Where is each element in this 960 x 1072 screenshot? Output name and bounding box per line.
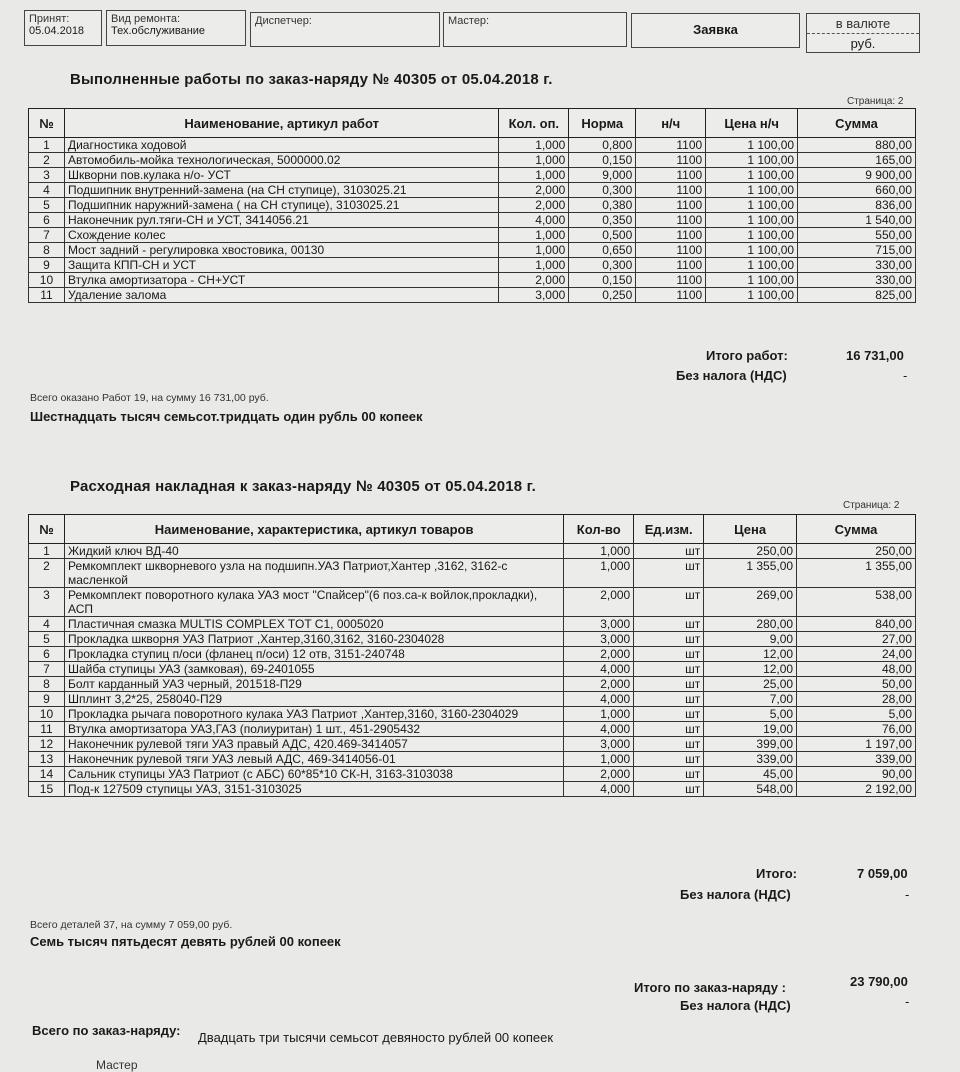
parts-cell: 12: [29, 737, 65, 752]
parts-cell: Ремкомплект шкворневого узла на подшипн.УАЗ Патриот,Хантер ,3162, 3162-с масленкой: [64, 559, 563, 588]
works-cell: Удаление залома: [64, 288, 498, 303]
dispatcher-box: [250, 12, 440, 47]
works-row: [29, 273, 916, 288]
parts-cell: Жидкий ключ ВД-40: [64, 544, 563, 559]
parts-row: [29, 544, 916, 559]
works-row: [29, 153, 916, 168]
works-total-label: Итого работ:: [706, 348, 788, 363]
bottom-master-label: Мастер: [96, 1058, 138, 1072]
parts-cell: 1 197,00: [797, 737, 916, 752]
works-cell: 11: [29, 288, 65, 303]
dispatcher-label: Диспетчер:: [255, 15, 312, 27]
works-cell: Автомобиль-мойка технологическая, 5000000.02: [64, 153, 498, 168]
request-box: [631, 13, 800, 48]
works-cell: 2: [29, 153, 65, 168]
works-col-header: Норма: [569, 109, 636, 138]
currency-label: в валюте: [807, 14, 919, 34]
works-cell: 0,250: [569, 288, 636, 303]
parts-cell: 25,00: [704, 677, 797, 692]
works-vat-label: Без налога (НДС): [676, 368, 787, 383]
works-cell: 1100: [636, 288, 706, 303]
parts-cell: Болт карданный УАЗ черный, 201518-П29: [64, 677, 563, 692]
parts-cell: шт: [634, 632, 704, 647]
works-cell: 1,000: [499, 138, 569, 153]
grand-words-label: Всего по заказ-наряду:: [32, 1023, 181, 1038]
parts-cell: 2,000: [564, 647, 634, 662]
repair-type-box: [106, 10, 246, 46]
currency-value: руб.: [850, 36, 876, 51]
works-col-header: Цена н/ч: [706, 109, 798, 138]
parts-cell: 3,000: [564, 617, 634, 632]
works-row: [29, 138, 916, 153]
parts-cell: Шплинт 3,2*25, 258040-П29: [64, 692, 563, 707]
received-box: [24, 10, 102, 46]
parts-cell: 2,000: [564, 677, 634, 692]
parts-col-header: Кол-во: [564, 515, 634, 544]
parts-cell: шт: [634, 544, 704, 559]
parts-cell: 280,00: [704, 617, 797, 632]
works-cell: 8: [29, 243, 65, 258]
works-amount-words: Шестнадцать тысяч семьсот.тридцать один рубль 00 копеек: [30, 409, 423, 424]
works-row: [29, 198, 916, 213]
works-cell: 1100: [636, 138, 706, 153]
parts-cell: 4,000: [564, 782, 634, 797]
works-row: [29, 213, 916, 228]
parts-cell: 2,000: [564, 588, 634, 617]
works-cell: Защита КПП-СН и УСТ: [64, 258, 498, 273]
parts-cell: шт: [634, 737, 704, 752]
works-cell: 3: [29, 168, 65, 183]
works-row: [29, 168, 916, 183]
works-page: Страница: 2: [847, 96, 904, 107]
parts-cell: 339,00: [704, 752, 797, 767]
repair-type-value: Тех.обслуживание: [111, 25, 206, 37]
works-cell: 1100: [636, 243, 706, 258]
parts-cell: 2: [29, 559, 65, 588]
parts-cell: 2 192,00: [797, 782, 916, 797]
works-cell: 0,150: [569, 153, 636, 168]
works-cell: Втулка амортизатора - СН+УСТ: [64, 273, 498, 288]
parts-row: [29, 647, 916, 662]
works-cell: 1100: [636, 183, 706, 198]
works-cell: Шкворни пов.кулака н/о- УСТ: [64, 168, 498, 183]
works-cell: 1100: [636, 213, 706, 228]
parts-cell: 12,00: [704, 647, 797, 662]
parts-cell: 399,00: [704, 737, 797, 752]
works-row: [29, 288, 916, 303]
works-total-value: 16 731,00: [846, 348, 904, 363]
parts-cell: шт: [634, 677, 704, 692]
parts-col-header: Цена: [704, 515, 797, 544]
grand-amount-words: Двадцать три тысячи семьсот девяносто рублей 00 копеек: [198, 1030, 554, 1045]
works-cell: Схождение колес: [64, 228, 498, 243]
master-label: Мастер:: [448, 15, 490, 27]
currency-box: [806, 13, 920, 53]
parts-vat-value: -: [905, 887, 910, 902]
works-cell: 1: [29, 138, 65, 153]
works-row: [29, 258, 916, 273]
parts-cell: 1,000: [564, 752, 634, 767]
parts-col-header: Наименование, характеристика, артикул товаров: [64, 515, 563, 544]
works-cell: 1 540,00: [798, 213, 916, 228]
grand-total-label: Итого по заказ-наряду :: [634, 980, 786, 995]
works-cell: 0,350: [569, 213, 636, 228]
works-cell: 550,00: [798, 228, 916, 243]
works-cell: 880,00: [798, 138, 916, 153]
works-cell: 1 100,00: [706, 198, 798, 213]
parts-cell: 19,00: [704, 722, 797, 737]
parts-header-row: [29, 515, 916, 544]
parts-cell: 50,00: [797, 677, 916, 692]
parts-cell: 4: [29, 617, 65, 632]
parts-cell: 1 355,00: [797, 559, 916, 588]
parts-cell: шт: [634, 559, 704, 588]
parts-row: [29, 559, 916, 588]
parts-cell: 9,00: [704, 632, 797, 647]
parts-cell: шт: [634, 752, 704, 767]
parts-cell: 7,00: [704, 692, 797, 707]
works-cell: 2,000: [499, 198, 569, 213]
works-cell: Подшипник внутренний-замена (на СН ступице), 3103025.21: [64, 183, 498, 198]
works-cell: 0,150: [569, 273, 636, 288]
parts-cell: 14: [29, 767, 65, 782]
works-cell: Подшипник наружний-замена ( на СН ступице), 3103025.21: [64, 198, 498, 213]
works-cell: 1 100,00: [706, 258, 798, 273]
parts-col-header: Сумма: [797, 515, 916, 544]
works-cell: 1 100,00: [706, 243, 798, 258]
parts-cell: Прокладка ступиц п/оси (фланец п/оси) 12 отв, 3151-240748: [64, 647, 563, 662]
parts-cell: Наконечник рулевой тяги УАЗ правый АДС, 420.469-3414057: [64, 737, 563, 752]
works-cell: 1100: [636, 153, 706, 168]
parts-cell: 1 355,00: [704, 559, 797, 588]
works-cell: 660,00: [798, 183, 916, 198]
parts-cell: 250,00: [704, 544, 797, 559]
parts-row: [29, 632, 916, 647]
works-cell: 1100: [636, 198, 706, 213]
parts-cell: Прокладка рычага поворотного кулака УАЗ Патриот ,Хантер,3160, 3160-2304029: [64, 707, 563, 722]
parts-cell: 8: [29, 677, 65, 692]
works-col-header: Кол. оп.: [499, 109, 569, 138]
parts-cell: шт: [634, 647, 704, 662]
parts-total-value: 7 059,00: [857, 866, 908, 881]
parts-cell: 250,00: [797, 544, 916, 559]
works-cell: 4,000: [499, 213, 569, 228]
grand-total-value: 23 790,00: [850, 974, 908, 989]
works-vat-value: -: [903, 368, 908, 383]
works-cell: 1100: [636, 228, 706, 243]
parts-row: [29, 767, 916, 782]
works-cell: 715,00: [798, 243, 916, 258]
parts-row: [29, 737, 916, 752]
works-cell: 1 100,00: [706, 228, 798, 243]
parts-cell: 11: [29, 722, 65, 737]
parts-cell: 24,00: [797, 647, 916, 662]
parts-cell: 90,00: [797, 767, 916, 782]
works-cell: 836,00: [798, 198, 916, 213]
parts-cell: 10: [29, 707, 65, 722]
parts-cell: 339,00: [797, 752, 916, 767]
parts-cell: 4,000: [564, 692, 634, 707]
parts-page: Страница: 2: [843, 500, 900, 511]
works-col-header: №: [29, 109, 65, 138]
parts-cell: 2,000: [564, 767, 634, 782]
parts-cell: Наконечник рулевой тяги УАЗ левый АДС, 469-3414056-01: [64, 752, 563, 767]
parts-cell: 15: [29, 782, 65, 797]
works-cell: 9,000: [569, 168, 636, 183]
parts-row: [29, 692, 916, 707]
works-cell: 1 100,00: [706, 168, 798, 183]
parts-row: [29, 782, 916, 797]
works-cell: 10: [29, 273, 65, 288]
parts-total-label: Итого:: [756, 866, 797, 881]
works-cell: 1 100,00: [706, 183, 798, 198]
received-date: 05.04.2018: [29, 25, 85, 37]
works-cell: 1,000: [499, 228, 569, 243]
parts-cell: шт: [634, 588, 704, 617]
works-cell: 9: [29, 258, 65, 273]
parts-cell: 1,000: [564, 707, 634, 722]
works-cell: 0,300: [569, 258, 636, 273]
parts-cell: Втулка амортизатора УАЗ,ГАЗ (полиуритан) 1 шт., 451-2905432: [64, 722, 563, 737]
parts-cell: 269,00: [704, 588, 797, 617]
works-cell: 1100: [636, 168, 706, 183]
parts-cell: Пластичная смазка MULTIS COMPLEX TOT C1, 0005020: [64, 617, 563, 632]
parts-cell: 7: [29, 662, 65, 677]
parts-cell: 45,00: [704, 767, 797, 782]
parts-cell: 9: [29, 692, 65, 707]
parts-vat-label: Без налога (НДС): [680, 887, 791, 902]
parts-title: Расходная накладная к заказ-наряду № 40305 от 05.04.2018 г.: [70, 478, 536, 495]
parts-cell: 1,000: [564, 559, 634, 588]
works-col-header: н/ч: [636, 109, 706, 138]
parts-cell: шт: [634, 707, 704, 722]
works-cell: 165,00: [798, 153, 916, 168]
grand-vat-label: Без налога (НДС): [680, 998, 791, 1013]
received-label: Принят:: [29, 13, 70, 25]
works-cell: 330,00: [798, 273, 916, 288]
works-cell: 4: [29, 183, 65, 198]
parts-col-header: №: [29, 515, 65, 544]
parts-cell: 548,00: [704, 782, 797, 797]
parts-cell: шт: [634, 692, 704, 707]
works-count-text: Всего оказано Работ 19, на сумму 16 731,00 руб.: [30, 392, 269, 404]
parts-row: [29, 588, 916, 617]
parts-cell: Ремкомплект поворотного кулака УАЗ мост "Спайсер"(6 поз.са-к войлок,прокладки), АСП: [64, 588, 563, 617]
works-cell: 2,000: [499, 273, 569, 288]
works-cell: 9 900,00: [798, 168, 916, 183]
works-cell: 0,650: [569, 243, 636, 258]
works-cell: 0,380: [569, 198, 636, 213]
parts-cell: шт: [634, 662, 704, 677]
parts-cell: 12,00: [704, 662, 797, 677]
works-cell: 1100: [636, 273, 706, 288]
works-cell: 2,000: [499, 183, 569, 198]
parts-cell: 1,000: [564, 544, 634, 559]
parts-cell: 4,000: [564, 722, 634, 737]
works-title: Выполненные работы по заказ-наряду № 40305 от 05.04.2018 г.: [70, 71, 553, 88]
parts-cell: шт: [634, 767, 704, 782]
works-row: [29, 243, 916, 258]
parts-cell: 3: [29, 588, 65, 617]
works-cell: 6: [29, 213, 65, 228]
works-cell: 1,000: [499, 258, 569, 273]
parts-cell: шт: [634, 617, 704, 632]
works-cell: 1 100,00: [706, 138, 798, 153]
parts-cell: Под-к 127509 ступицы УАЗ, 3151-3103025: [64, 782, 563, 797]
works-cell: 1 100,00: [706, 288, 798, 303]
works-row: [29, 228, 916, 243]
request-label: Заявка: [693, 22, 738, 37]
parts-row: [29, 722, 916, 737]
parts-cell: 3,000: [564, 632, 634, 647]
works-col-header: Сумма: [798, 109, 916, 138]
works-cell: Диагностика ходовой: [64, 138, 498, 153]
works-cell: 0,800: [569, 138, 636, 153]
works-cell: Мост задний - регулировка хвостовика, 00130: [64, 243, 498, 258]
parts-amount-words: Семь тысяч пятьдесят девять рублей 00 копеек: [30, 934, 341, 949]
works-cell: 0,300: [569, 183, 636, 198]
parts-cell: 1: [29, 544, 65, 559]
works-cell: 1,000: [499, 153, 569, 168]
grand-vat-value: -: [905, 994, 910, 1009]
parts-row: [29, 677, 916, 692]
works-cell: Наконечник рул.тяги-СН и УСТ, 3414056.21: [64, 213, 498, 228]
parts-cell: шт: [634, 782, 704, 797]
repair-type-label: Вид ремонта:: [111, 13, 181, 25]
parts-cell: 5,00: [704, 707, 797, 722]
parts-cell: 28,00: [797, 692, 916, 707]
parts-row: [29, 662, 916, 677]
parts-cell: 27,00: [797, 632, 916, 647]
parts-row: [29, 707, 916, 722]
parts-cell: 5: [29, 632, 65, 647]
parts-cell: 13: [29, 752, 65, 767]
parts-cell: шт: [634, 722, 704, 737]
works-cell: 1100: [636, 258, 706, 273]
works-cell: 1,000: [499, 243, 569, 258]
works-cell: 825,00: [798, 288, 916, 303]
parts-cell: 6: [29, 647, 65, 662]
works-cell: 1 100,00: [706, 273, 798, 288]
master-box: [443, 12, 627, 47]
works-cell: 1,000: [499, 168, 569, 183]
parts-cell: 840,00: [797, 617, 916, 632]
parts-cell: 4,000: [564, 662, 634, 677]
parts-col-header: Ед.изм.: [634, 515, 704, 544]
works-cell: 330,00: [798, 258, 916, 273]
works-header-row: [29, 109, 916, 138]
works-cell: 7: [29, 228, 65, 243]
parts-cell: 48,00: [797, 662, 916, 677]
parts-row: [29, 617, 916, 632]
parts-cell: 3,000: [564, 737, 634, 752]
parts-count-text: Всего деталей 37, на сумму 7 059,00 руб.: [30, 919, 233, 931]
parts-cell: 538,00: [797, 588, 916, 617]
parts-row: [29, 752, 916, 767]
parts-table: [28, 514, 916, 797]
works-cell: 1 100,00: [706, 213, 798, 228]
parts-cell: 76,00: [797, 722, 916, 737]
works-col-header: Наименование, артикул работ: [64, 109, 498, 138]
works-cell: 0,500: [569, 228, 636, 243]
works-cell: 5: [29, 198, 65, 213]
works-cell: 1 100,00: [706, 153, 798, 168]
parts-cell: Прокладка шкворня УАЗ Патриот ,Хантер,3160,3162, 3160-2304028: [64, 632, 563, 647]
works-row: [29, 183, 916, 198]
works-table: [28, 108, 916, 303]
parts-cell: Сальник ступицы УАЗ Патриот (с АБС) 60*85*10 СК-Н, 3163-3103038: [64, 767, 563, 782]
parts-cell: Шайба ступицы УАЗ (замковая), 69-2401055: [64, 662, 563, 677]
parts-cell: 5,00: [797, 707, 916, 722]
works-cell: 3,000: [499, 288, 569, 303]
